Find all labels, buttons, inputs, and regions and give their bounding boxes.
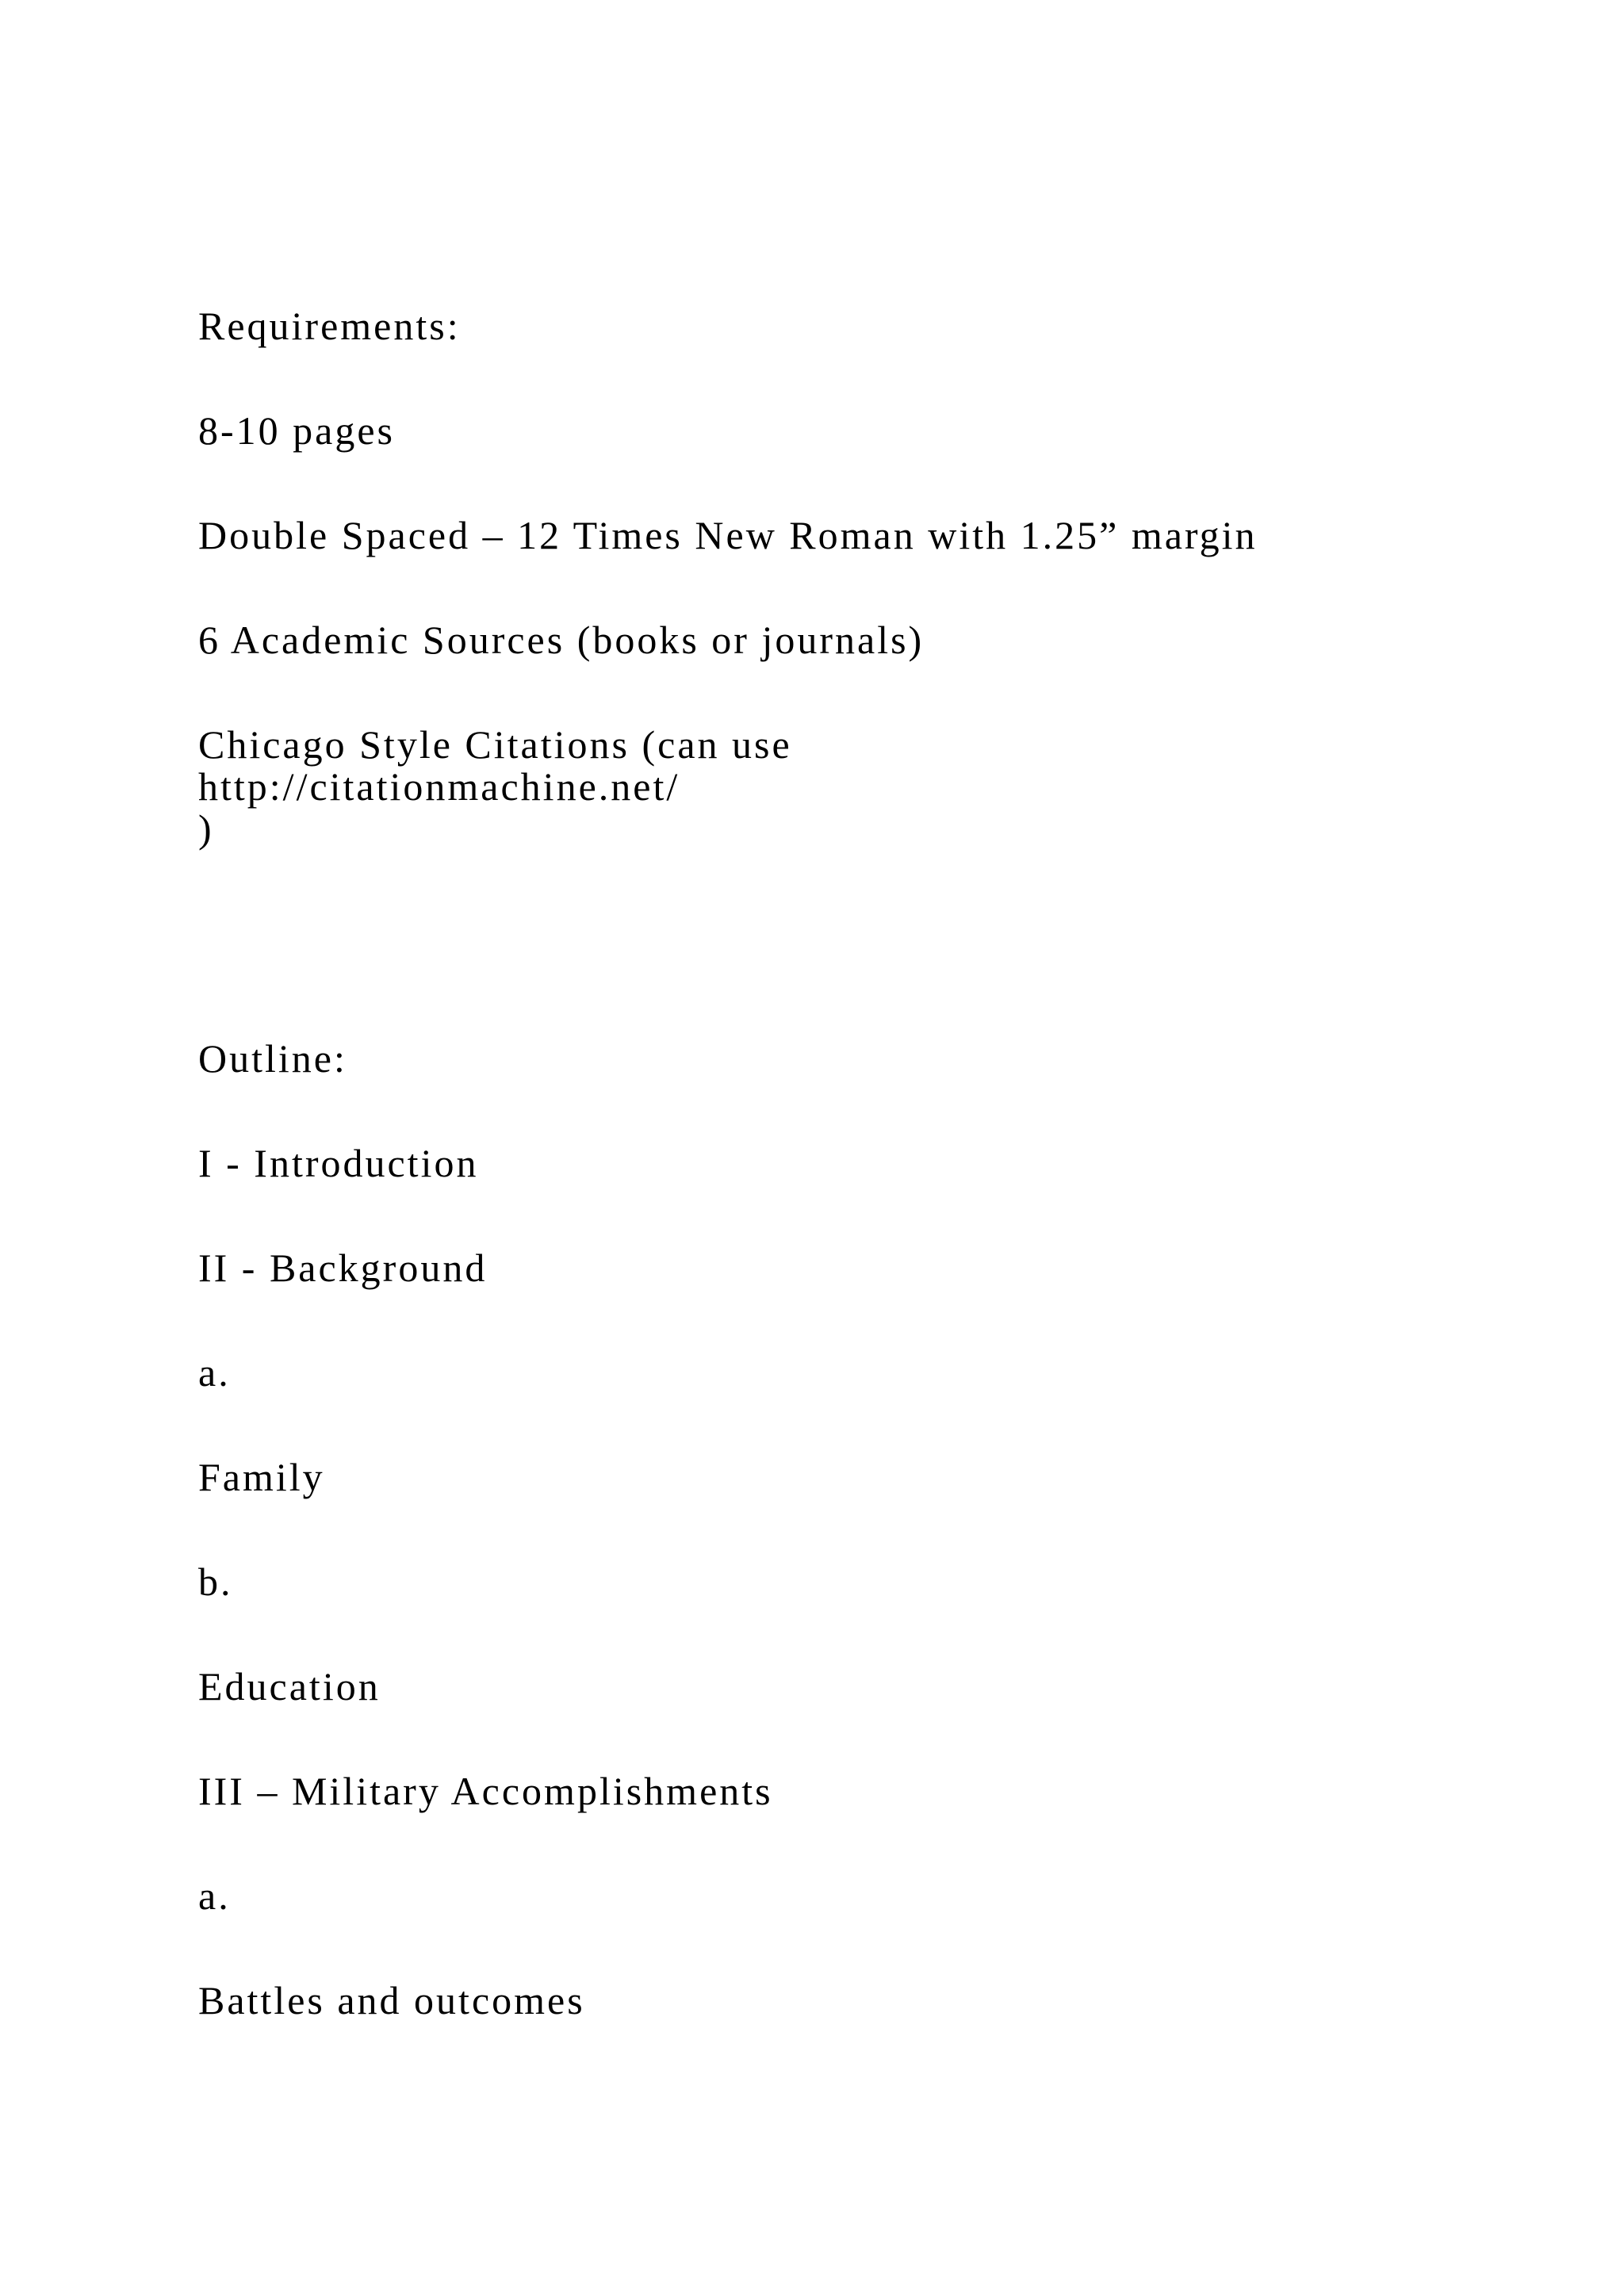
outline-subitem-family: Family (198, 1455, 325, 1499)
outline-item-background: II - Background (198, 1246, 488, 1290)
requirement-sources: 6 Academic Sources (books or journals) (198, 618, 925, 662)
requirement-formatting: Double Spaced – 12 Times New Roman with 1.25” margin (198, 513, 1258, 557)
outline-subitem-marker: a. (198, 1350, 231, 1395)
outline-heading: Outline: (198, 1036, 347, 1081)
requirement-citations: Chicago Style Citations (can use (198, 722, 792, 767)
requirements-heading: Requirements: (198, 304, 461, 348)
outline-subitem-battles: Battles and outcomes (198, 1978, 585, 2022)
outline-subitem-education: Education (198, 1664, 381, 1709)
citation-url: http://citationmachine.net/ (198, 764, 680, 809)
outline-subitem-marker: a. (198, 1873, 231, 1918)
requirement-pages: 8-10 pages (198, 408, 395, 453)
outline-item-introduction: I - Introduction (198, 1141, 479, 1185)
outline-item-military: III – Military Accomplishments (198, 1769, 773, 1813)
citation-close-paren: ) (198, 806, 214, 851)
outline-subitem-marker: b. (198, 1559, 233, 1604)
